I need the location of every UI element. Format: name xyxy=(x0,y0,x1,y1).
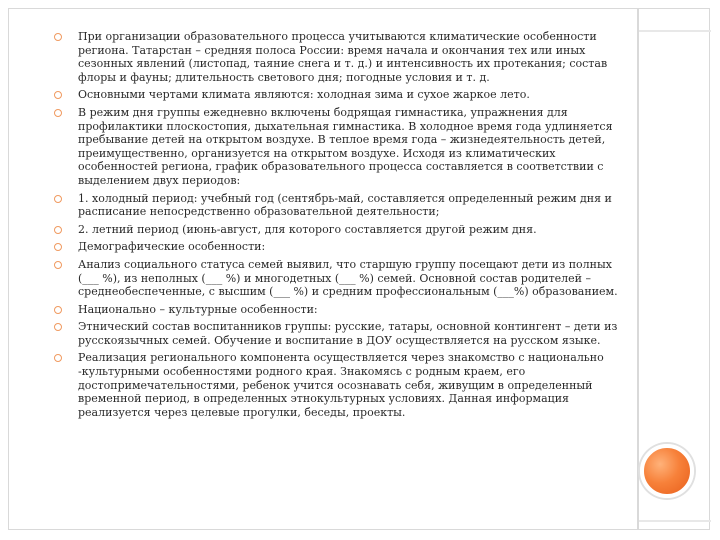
bullet-list xyxy=(50,30,630,419)
ring-bullet-icon xyxy=(54,243,62,251)
bullet-text: Основными чертами климата являются: холодная зима и сухое жаркое лето. xyxy=(78,88,530,102)
ring-bullet-icon xyxy=(54,33,62,41)
orange-circle-decoration xyxy=(640,444,694,498)
bullet-item xyxy=(50,320,630,347)
bullet-text: В режим дня группы ежедневно включены бодрящая гимнастика, упражнения для профилактики плоскостопия, дыхательная гимнастика. В холодное время года удлиняется пребывание детей на открытом воздухе. В теплое время года – жизнедеятельность детей, преимущественно, организуется на открытом воздухе. Исходя из климатических особенностей региона, график образовательного процесса составляется в соответствии с выделением двух периодов: xyxy=(78,105,613,187)
slide-content xyxy=(50,30,630,423)
bullet-item xyxy=(50,223,630,237)
bullet-text: Демографические особенности: xyxy=(78,240,266,254)
ring-bullet-icon xyxy=(54,323,62,331)
side-divider-line xyxy=(637,8,639,530)
bullet-text: Этнический состав воспитанников группы: русские, татары, основной контингент – дети из русскоязычных семей. Обучение и воспитание в ДОУ осуществляется на русском языке. xyxy=(78,320,618,347)
ring-bullet-icon xyxy=(54,91,62,99)
bullet-item xyxy=(50,351,630,419)
ring-bullet-icon xyxy=(54,354,62,362)
bullet-item xyxy=(50,192,630,219)
bullet-item xyxy=(50,303,630,317)
ring-bullet-icon xyxy=(54,261,62,269)
ring-bullet-icon xyxy=(54,226,62,234)
bullet-item xyxy=(50,258,630,299)
bottom-accent-line xyxy=(639,520,711,522)
ring-bullet-icon xyxy=(54,109,62,117)
bullet-text: Национально – культурные особенности: xyxy=(78,302,318,316)
ring-bullet-icon xyxy=(54,306,62,314)
bullet-item xyxy=(50,30,630,84)
bullet-item xyxy=(50,88,630,102)
bullet-item xyxy=(50,240,630,254)
ring-bullet-icon xyxy=(54,195,62,203)
bullet-text: Анализ социального статуса семей выявил, что старшую группу посещают дети из полных (___ %), из неполных (___ %) и многодетных (___ %) семей. Основной состав родителей – среднеобеспеченные, с высшим (___ %) и средним профессиональным (___%) образованием. xyxy=(78,257,618,299)
top-accent-line xyxy=(639,30,711,32)
bullet-item xyxy=(50,106,630,188)
bullet-text: 2. летний период (июнь-август, для которого составляется другой режим дня. xyxy=(78,222,537,236)
bullet-text: При организации образовательного процесса учитываются климатические особенности региона. Татарстан – средняя полоса России: время начала и окончания тех или иных сезонных явлений (листопад, таяние снега и т. д.) и интенсивность их протекания; состав флоры и фауны; длительность светового дня; погодные условия и т. д. xyxy=(78,30,608,84)
bullet-text: 1. холодный период: учебный год (сентябрь-май, составляется определенный режим дня и расписание непосредственно образовательной деятельности; xyxy=(78,191,612,219)
bullet-text: Реализация регионального компонента осуществляется через знакомство с национально -культурными особенностями родного края. Знакомясь с родным краем, его достопримечательностями, ребенок учится осознавать себя, живущим в определенный временной период, в определенных этнокультурных условиях. Данная информация реализуется через целевые прогулки, беседы, проекты. xyxy=(78,351,604,419)
